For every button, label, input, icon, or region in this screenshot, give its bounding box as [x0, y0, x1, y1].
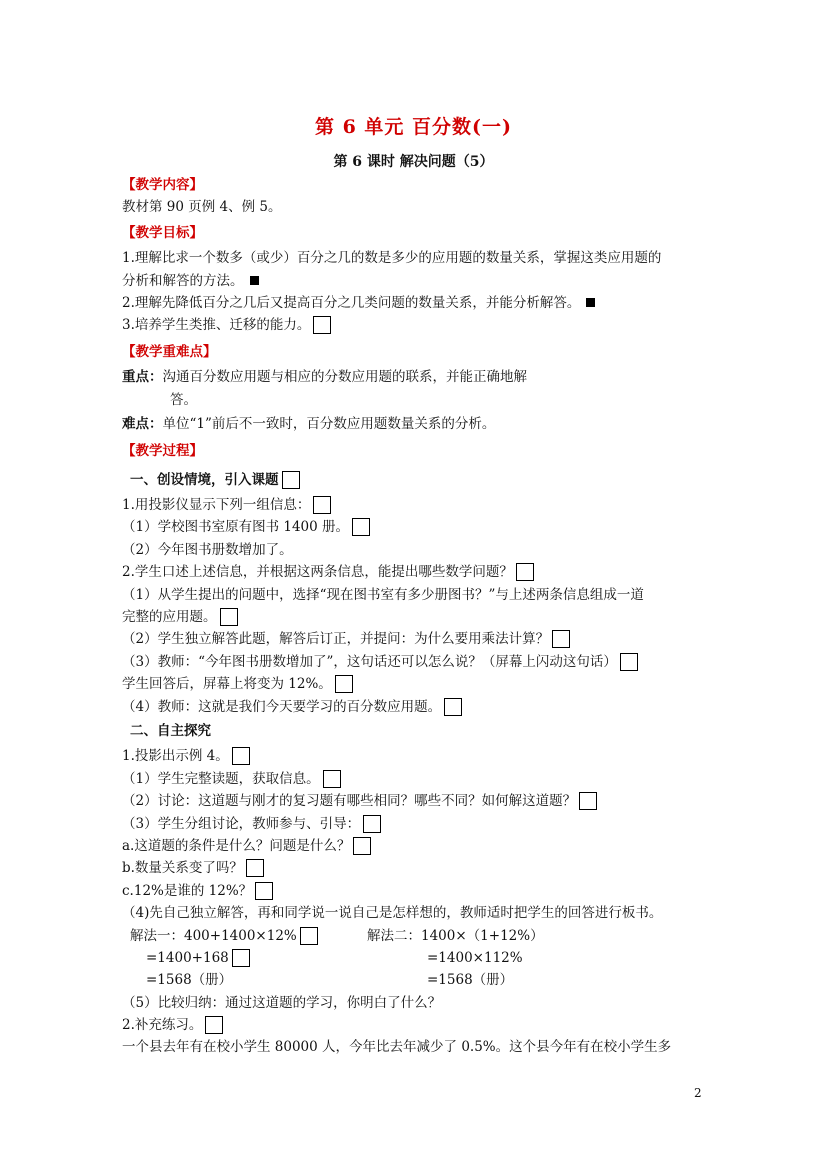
checkbox-icon — [363, 815, 381, 833]
black-square-icon — [586, 298, 595, 307]
p2-line-5-text: a.这道题的条件是什么？问题是什么？ — [122, 837, 351, 854]
part1-heading-text: 一、创设情境，引入课题 — [130, 471, 279, 488]
p2-line-6 — [122, 857, 707, 879]
black-square-icon — [250, 276, 259, 285]
checkbox-icon — [353, 837, 371, 855]
p2-line-10 — [122, 1014, 707, 1036]
method-row-3 — [122, 969, 707, 991]
key-label: 重点： — [122, 369, 163, 386]
checkbox-icon — [282, 471, 300, 489]
method-row-1 — [122, 925, 707, 947]
key-text-b: 答。 — [170, 391, 197, 408]
p1-line-8 — [122, 651, 707, 673]
checkbox-icon — [444, 698, 462, 716]
p1-line-10-text: （4）教师：这就是我们今天要学习的百分数应用题。 — [122, 698, 442, 715]
part1-heading — [122, 469, 707, 491]
page-number: 2 — [694, 1086, 702, 1100]
part2-heading: 二、自主探究 — [130, 722, 211, 739]
difficulty-label: 难点： — [122, 415, 163, 432]
checkbox-icon — [579, 792, 597, 810]
method1-line-c: =1568（册） — [146, 972, 233, 989]
checkbox-icon — [352, 518, 370, 536]
p2-line-7 — [122, 880, 707, 902]
p2-line-4-text: （3）学生分组讨论，教师参与、引导： — [122, 815, 361, 832]
p1-line-7-text: （2）学生独立解答此题，解答后订正，并提问：为什么要用乘法计算？ — [122, 631, 550, 648]
p1-line-1 — [122, 494, 707, 516]
method2-line-b: =1400×112% — [427, 949, 523, 966]
goal-2 — [122, 292, 707, 314]
method1-line-a: 解法一：400+1400×12% — [130, 927, 297, 944]
document-body — [122, 174, 707, 1059]
p1-line-4 — [122, 561, 707, 583]
p1-line-9 — [122, 673, 707, 695]
content-heading: 【教学内容】 — [122, 177, 203, 193]
checkbox-icon — [246, 859, 264, 877]
p2-line-4 — [122, 813, 707, 835]
p2-line-2 — [122, 768, 707, 790]
p1-line-1-text: 1.用投影仪显示下列一组信息： — [122, 497, 311, 514]
p2-line-5 — [122, 835, 707, 857]
method-row-2 — [122, 947, 707, 969]
checkbox-icon — [300, 927, 318, 945]
checkbox-icon — [335, 675, 353, 693]
method2-line-c: =1568（册） — [427, 972, 514, 989]
checkbox-icon — [620, 653, 638, 671]
difficulty-point — [122, 413, 707, 435]
p1-line-3: （2）今年图书册数增加了。 — [122, 541, 293, 558]
p2-line-6-text: b.数量关系变了吗？ — [122, 860, 243, 877]
goal-2-text: 2.理解先降低百分之几后又提高百分之几类问题的数量关系，并能分析解答。 — [122, 294, 581, 311]
p1-line-9-text: 学生回答后，屏幕上将变为 12%。 — [122, 676, 332, 693]
difficulty-text: 单位“1”前后不一致时，百分数应用题数量关系的分析。 — [162, 415, 496, 432]
key-heading: 【教学重难点】 — [122, 343, 217, 360]
p1-line-4-text: 2.学生口述上述信息，并根据这两条信息，能提出哪些数学问题？ — [122, 564, 513, 581]
p2-line-11: 一个县去年有在校小学生 80000 人，今年比去年减少了 0.5%。这个县今年有在校小学生多 — [122, 1039, 672, 1056]
goal-1b-text: 分析和解答的方法。 — [122, 272, 244, 289]
p1-line-6-text: 完整的应用题。 — [122, 609, 217, 626]
p1-line-10 — [122, 696, 707, 718]
checkbox-icon — [232, 949, 250, 967]
p1-line-5: （1）从学生提出的问题中，选择“现在图书室有多少册图书？”与上述两条信息组成一道 — [122, 586, 644, 603]
p2-line-3-text: （2）讨论：这道题与刚才的复习题有哪些相同？哪些不同？如何解这道题？ — [122, 793, 577, 810]
key-point — [122, 366, 707, 388]
p2-line-7-text: c.12%是谁的 12%？ — [122, 882, 253, 899]
checkbox-icon — [255, 882, 273, 900]
method1-line-b: =1400+168 — [146, 949, 229, 966]
p1-line-6 — [122, 606, 707, 628]
goal-3 — [122, 314, 707, 336]
p2-line-9: （5）比较归纳：通过这道题的学习，你明白了什么？ — [122, 994, 442, 1011]
checkbox-icon — [313, 496, 331, 514]
checkbox-icon — [552, 630, 570, 648]
checkbox-icon — [232, 747, 250, 765]
checkbox-icon — [313, 316, 331, 334]
checkbox-icon — [516, 563, 534, 581]
key-text-a: 沟通百分数应用题与相应的分数应用题的联系，并能正确地解 — [162, 369, 527, 386]
p2-line-2-text: （1）学生完整读题，获取信息。 — [122, 770, 320, 787]
checkbox-icon — [220, 608, 238, 626]
p1-line-2-text: （1）学校图书室原有图书 1400 册。 — [122, 519, 350, 536]
process-heading: 【教学过程】 — [122, 443, 203, 460]
page-title: 第 6 单元 百分数(一) — [314, 116, 513, 138]
p2-line-8: （4)先自己独立解答，再和同学说一说自己是怎样想的，教师适时把学生的回答进行板书。 — [122, 905, 663, 922]
method2-line-a: 解法二：1400×（1+12%） — [367, 927, 544, 944]
p2-line-1-text: 1.投影出示例 4。 — [122, 748, 229, 765]
checkbox-icon — [323, 770, 341, 788]
p2-line-1 — [122, 745, 707, 767]
p1-line-8-text: （3）教师：“今年图书册数增加了”，这句话还可以怎么说？（屏幕上闪动这句话） — [122, 653, 617, 670]
page-subtitle: 第 6 课时 解决问题（5） — [333, 154, 494, 170]
checkbox-icon — [205, 1016, 223, 1034]
goal-1a: 1.理解比求一个数多（或少）百分之几的数是多少的应用题的数量关系，掌握这类应用题的 — [122, 250, 662, 267]
goals-heading: 【教学目标】 — [122, 224, 203, 241]
goal-1b — [122, 270, 707, 292]
p2-line-10-text: 2.补充练习。 — [122, 1017, 203, 1034]
p2-line-3 — [122, 790, 707, 812]
content-text: 教材第 90 页例 4、例 5。 — [122, 199, 282, 216]
p1-line-7 — [122, 628, 707, 650]
goal-3-text: 3.培养学生类推、迁移的能力。 — [122, 317, 311, 334]
p1-line-2 — [122, 516, 707, 538]
